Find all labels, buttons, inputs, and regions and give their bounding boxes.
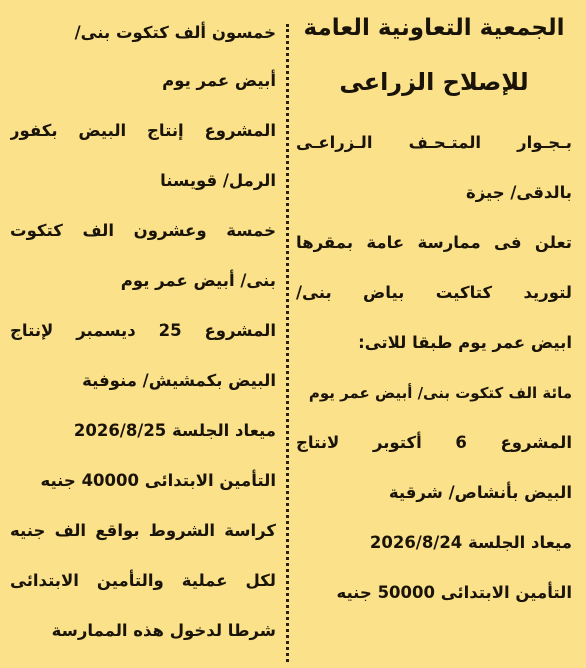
organization-name-line2: للإصلاح الزراعى bbox=[339, 68, 529, 96]
item-3-location: البيض بكمشيش/ منوفية bbox=[82, 371, 276, 390]
item-1-location: البيض بأنشاص/ شرقية bbox=[388, 483, 572, 502]
terms-booklet-price: كراسة الشروط بواقع الف جنيه bbox=[10, 521, 276, 540]
item-3-session-date: ميعاد الجلسة 2026/8/25 bbox=[73, 421, 276, 440]
item-1-quantity: مائة الف كتكوت بنى/ أبيض عمر يوم bbox=[308, 384, 572, 402]
item-2-quantity: خمسون ألف كتكوت بنى/ bbox=[74, 23, 276, 42]
item-3-project: المشروع 25 ديسمبر لإنتاج bbox=[10, 321, 276, 340]
address-line-2: بالدقى/ جيزة bbox=[465, 183, 572, 202]
announcement-line-1: تعلن فى ممارسة عامة بمقرها bbox=[296, 233, 572, 252]
item-3-age: بنى/ أبيض عمر يوم bbox=[120, 271, 276, 290]
item-2-age: أبيض عمر يوم bbox=[162, 71, 276, 90]
item-3-quantity: خمسة وعشرون الف كتكوت bbox=[10, 221, 276, 240]
address-line-1: بـجـوار المتـحـف الـزراعـى bbox=[296, 133, 572, 152]
item-2-project: المشروع إنتاج البيض بكفور bbox=[10, 121, 276, 140]
item-1-deposit: التأمين الابتدائى 50000 جنيه bbox=[336, 583, 572, 602]
announcement-line-3: ابيض عمر يوم طبقا للاتى: bbox=[358, 333, 572, 352]
terms-line-3: شرطا لدخول هذه الممارسة bbox=[51, 621, 276, 640]
item-2-location: الرمل/ قويسنا bbox=[160, 171, 276, 190]
announcement-line-2: لتوريد كتاكيت بياض بنى/ bbox=[296, 283, 572, 302]
organization-name-line1: الجمعية التعاونية العامة bbox=[303, 15, 565, 41]
dotted-divider bbox=[286, 24, 289, 662]
left-column bbox=[0, 0, 282, 668]
terms-line-2: لكل عملية والتأمين الابتدائى bbox=[10, 571, 276, 590]
item-3-deposit: التأمين الابتدائى 40000 جنيه bbox=[40, 471, 276, 490]
item-1-project: المشروع 6 أكتوبر لانتاج bbox=[296, 433, 572, 452]
item-1-session-date: ميعاد الجلسة 2026/8/24 bbox=[369, 533, 572, 552]
right-column bbox=[290, 0, 586, 668]
